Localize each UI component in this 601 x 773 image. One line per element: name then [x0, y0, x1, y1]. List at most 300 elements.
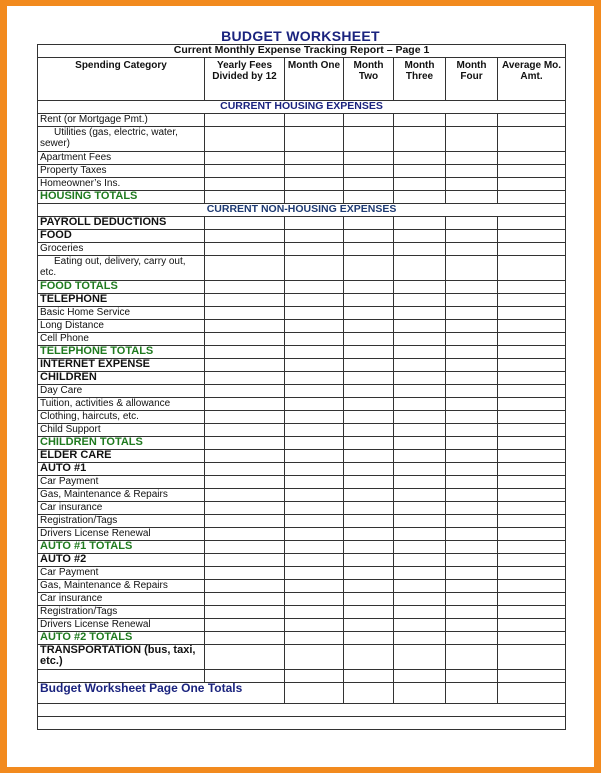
- cell-month-two[interactable]: [344, 463, 394, 476]
- cell-month-two[interactable]: [344, 256, 394, 281]
- cell-average[interactable]: [498, 320, 566, 333]
- cell-month-one[interactable]: [285, 333, 344, 346]
- cell-month-one[interactable]: [285, 114, 344, 127]
- cell-yearly[interactable]: [205, 580, 285, 593]
- cell-month-four[interactable]: [446, 463, 498, 476]
- cell-yearly[interactable]: [205, 411, 285, 424]
- cell-month-three[interactable]: [394, 606, 446, 619]
- cell-month-one[interactable]: [285, 256, 344, 281]
- cell-month-three[interactable]: [394, 256, 446, 281]
- cell-month-three[interactable]: [394, 593, 446, 606]
- cell-yearly[interactable]: [205, 489, 285, 502]
- cell-month-four[interactable]: [446, 230, 498, 243]
- table-row: [38, 489, 566, 502]
- cell-average[interactable]: [498, 580, 566, 593]
- row-label: Child Support: [38, 424, 205, 437]
- cell-yearly[interactable]: [205, 385, 285, 398]
- cell-month-one[interactable]: [285, 541, 344, 554]
- cell-month-four[interactable]: [446, 307, 498, 320]
- category-label: [38, 645, 205, 670]
- cell-yearly[interactable]: [205, 541, 285, 554]
- cell-average[interactable]: [498, 333, 566, 346]
- cell-month-four[interactable]: [446, 217, 498, 230]
- cell-month-one[interactable]: [285, 450, 344, 463]
- cell-month-two[interactable]: [344, 191, 394, 204]
- cell-month-four[interactable]: [446, 450, 498, 463]
- table-row: [38, 127, 566, 152]
- cell-month-three[interactable]: [394, 217, 446, 230]
- cell-month-three[interactable]: [394, 528, 446, 541]
- cell-yearly[interactable]: [205, 463, 285, 476]
- cell-month-two[interactable]: [344, 437, 394, 450]
- row-label: Car Payment: [38, 476, 205, 489]
- cell-month-one[interactable]: [285, 437, 344, 450]
- cell-month-one[interactable]: [285, 683, 344, 704]
- expense-table: [37, 44, 566, 730]
- row-label: Utilities (gas, electric, water, sewer): [38, 127, 205, 152]
- category-label: TELEPHONE: [38, 294, 205, 307]
- cell-month-one[interactable]: [285, 165, 344, 178]
- row-label: Gas, Maintenance & Repairs: [38, 580, 205, 593]
- cell-month-four[interactable]: [446, 541, 498, 554]
- cell-month-four[interactable]: [446, 320, 498, 333]
- cell-month-four[interactable]: [446, 437, 498, 450]
- cell-month-one[interactable]: [285, 502, 344, 515]
- col-header-yearly: Yearly Fees Divided by 12: [205, 58, 285, 101]
- cell-month-three[interactable]: [394, 127, 446, 152]
- cell-month-two[interactable]: [344, 554, 394, 567]
- table-row: [38, 217, 566, 230]
- cell-month-three[interactable]: [394, 230, 446, 243]
- table-row: [38, 541, 566, 554]
- cell-month-three[interactable]: [394, 541, 446, 554]
- cell-yearly[interactable]: [205, 243, 285, 256]
- cell-month-four[interactable]: [446, 619, 498, 632]
- cell-yearly[interactable]: [205, 256, 285, 281]
- category-label: CHILDREN: [38, 372, 205, 385]
- row-label: Registration/Tags: [38, 606, 205, 619]
- cell-average[interactable]: [498, 683, 566, 704]
- cell-month-two[interactable]: [344, 541, 394, 554]
- cell-month-four[interactable]: [446, 372, 498, 385]
- cell-yearly[interactable]: [205, 320, 285, 333]
- cell-month-three[interactable]: [394, 320, 446, 333]
- cell-month-three[interactable]: [394, 178, 446, 191]
- cell-month-two[interactable]: [344, 515, 394, 528]
- cell-average[interactable]: [498, 502, 566, 515]
- cell-month-three[interactable]: [394, 619, 446, 632]
- cell-yearly[interactable]: [205, 593, 285, 606]
- cell-average[interactable]: [498, 593, 566, 606]
- cell-average[interactable]: [498, 165, 566, 178]
- cell-month-two[interactable]: [344, 243, 394, 256]
- cell-average[interactable]: [498, 307, 566, 320]
- cell-month-three[interactable]: [394, 165, 446, 178]
- cell-month-one[interactable]: [285, 385, 344, 398]
- cell-average[interactable]: [498, 606, 566, 619]
- cell-month-four[interactable]: [446, 411, 498, 424]
- cell-month-two[interactable]: [344, 152, 394, 165]
- cell-month-four[interactable]: [446, 346, 498, 359]
- cell-average[interactable]: [498, 294, 566, 307]
- cell-month-three[interactable]: [394, 515, 446, 528]
- cell-yearly[interactable]: [205, 619, 285, 632]
- cell-average[interactable]: [498, 450, 566, 463]
- cell-average[interactable]: [498, 619, 566, 632]
- cell-month-four[interactable]: [446, 114, 498, 127]
- totals-label: AUTO #1 TOTALS: [38, 541, 205, 554]
- cell-month-two[interactable]: [344, 294, 394, 307]
- cell-yearly[interactable]: [205, 230, 285, 243]
- cell-month-two[interactable]: [344, 320, 394, 333]
- cell-yearly[interactable]: [205, 645, 285, 670]
- col-header-month-two: Month Two: [344, 58, 394, 101]
- cell-month-one[interactable]: [285, 670, 344, 683]
- table-row: [38, 683, 566, 704]
- cell-average[interactable]: [498, 256, 566, 281]
- cell-month-two[interactable]: [344, 307, 394, 320]
- cell-average[interactable]: [498, 541, 566, 554]
- cell-month-two[interactable]: [344, 372, 394, 385]
- cell-month-one[interactable]: [285, 320, 344, 333]
- cell-month-three[interactable]: [394, 463, 446, 476]
- cell-month-one[interactable]: [285, 606, 344, 619]
- cell-month-two[interactable]: [344, 645, 394, 670]
- cell-month-one[interactable]: [285, 243, 344, 256]
- cell-month-one[interactable]: [285, 645, 344, 670]
- table-row: [38, 385, 566, 398]
- table-row: [38, 528, 566, 541]
- cell-average[interactable]: [498, 632, 566, 645]
- table-row: [38, 359, 566, 372]
- cell-yearly[interactable]: [205, 114, 285, 127]
- cell-month-four[interactable]: [446, 528, 498, 541]
- col-header-month-three: Month Three: [394, 58, 446, 101]
- row-label: Property Taxes: [38, 165, 205, 178]
- cell-month-one[interactable]: [285, 424, 344, 437]
- cell-month-one[interactable]: [285, 152, 344, 165]
- col-header-month-four: Month Four: [446, 58, 498, 101]
- cell-month-one[interactable]: [285, 359, 344, 372]
- cell-month-two[interactable]: [344, 567, 394, 580]
- cell-average[interactable]: [498, 515, 566, 528]
- cell-yearly[interactable]: [205, 398, 285, 411]
- cell-month-two[interactable]: [344, 670, 394, 683]
- page-totals-label: Budget Worksheet Page One Totals: [38, 683, 285, 704]
- cell-month-two[interactable]: [344, 230, 394, 243]
- cell-month-four[interactable]: [446, 554, 498, 567]
- cell-yearly[interactable]: [205, 450, 285, 463]
- cell-average[interactable]: [498, 670, 566, 683]
- cell-month-one[interactable]: [285, 230, 344, 243]
- cell-month-two[interactable]: [344, 398, 394, 411]
- cell-month-two[interactable]: [344, 502, 394, 515]
- cell-yearly[interactable]: [205, 307, 285, 320]
- cell-average[interactable]: [498, 645, 566, 670]
- cell-month-two[interactable]: [344, 632, 394, 645]
- cell-yearly[interactable]: [205, 359, 285, 372]
- cell-month-three[interactable]: [394, 359, 446, 372]
- cell-month-four[interactable]: [446, 515, 498, 528]
- cell-average[interactable]: [498, 554, 566, 567]
- cell-average[interactable]: [498, 281, 566, 294]
- cell-month-three[interactable]: [394, 281, 446, 294]
- cell-month-four[interactable]: [446, 191, 498, 204]
- cell-month-three[interactable]: [394, 437, 446, 450]
- cell-month-four[interactable]: [446, 502, 498, 515]
- cell-month-three[interactable]: [394, 450, 446, 463]
- cell-month-one[interactable]: [285, 580, 344, 593]
- table-row: [38, 398, 566, 411]
- cell-average[interactable]: [498, 424, 566, 437]
- cell-month-four[interactable]: [446, 243, 498, 256]
- cell-month-four[interactable]: [446, 165, 498, 178]
- cell-average[interactable]: [498, 346, 566, 359]
- cell-yearly[interactable]: [205, 632, 285, 645]
- cell-average[interactable]: [498, 191, 566, 204]
- table-row: [38, 717, 566, 730]
- empty-row: [38, 717, 566, 730]
- cell-month-three[interactable]: [394, 489, 446, 502]
- cell-month-three[interactable]: [394, 476, 446, 489]
- report-caption: Current Monthly Expense Tracking Report – Page 1: [38, 45, 566, 58]
- cell-average[interactable]: [498, 230, 566, 243]
- totals-label: FOOD TOTALS: [38, 281, 205, 294]
- row-label: Tuition, activities & allowance: [38, 398, 205, 411]
- cell-yearly[interactable]: [205, 424, 285, 437]
- category-label: INTERNET EXPENSE: [38, 359, 205, 372]
- cell-average[interactable]: [498, 567, 566, 580]
- cell-yearly[interactable]: [205, 333, 285, 346]
- row-label: Car insurance: [38, 593, 205, 606]
- cell-month-one[interactable]: [285, 528, 344, 541]
- cell-month-one[interactable]: [285, 281, 344, 294]
- cell-month-three[interactable]: [394, 346, 446, 359]
- cell-month-two[interactable]: [344, 217, 394, 230]
- cell-month-one[interactable]: [285, 515, 344, 528]
- cell-month-three[interactable]: [394, 670, 446, 683]
- row-label: Homeowner’s Ins.: [38, 178, 205, 191]
- cell-average[interactable]: [498, 528, 566, 541]
- row-label: Clothing, haircuts, etc.: [38, 411, 205, 424]
- cell-month-one[interactable]: [285, 593, 344, 606]
- cell-month-four[interactable]: [446, 294, 498, 307]
- cell-month-two[interactable]: [344, 114, 394, 127]
- cell-month-four[interactable]: [446, 580, 498, 593]
- cell-month-one[interactable]: [285, 632, 344, 645]
- cell-month-four[interactable]: [446, 593, 498, 606]
- cell-yearly[interactable]: [205, 127, 285, 152]
- cell-month-three[interactable]: [394, 385, 446, 398]
- table-row: [38, 554, 566, 567]
- cell-yearly[interactable]: [205, 372, 285, 385]
- cell-yearly[interactable]: [205, 515, 285, 528]
- cell-month-three[interactable]: [394, 398, 446, 411]
- table-row: [38, 515, 566, 528]
- worksheet-page: [7, 6, 594, 767]
- cell-yearly[interactable]: [205, 670, 285, 683]
- cell-month-two[interactable]: [344, 580, 394, 593]
- cell-month-four[interactable]: [446, 359, 498, 372]
- cell-month-two[interactable]: [344, 683, 394, 704]
- category-label: AUTO #1: [38, 463, 205, 476]
- cell-yearly[interactable]: [205, 476, 285, 489]
- cell-month-four[interactable]: [446, 281, 498, 294]
- cell-month-one[interactable]: [285, 191, 344, 204]
- cell-month-three[interactable]: [394, 243, 446, 256]
- cell-month-four[interactable]: [446, 256, 498, 281]
- cell-yearly[interactable]: [205, 567, 285, 580]
- cell-yearly[interactable]: [205, 191, 285, 204]
- cell-average[interactable]: [498, 385, 566, 398]
- cell-month-one[interactable]: [285, 463, 344, 476]
- cell-month-three[interactable]: [394, 191, 446, 204]
- cell-yearly[interactable]: [205, 165, 285, 178]
- cell-yearly[interactable]: [205, 294, 285, 307]
- cell-month-three[interactable]: [394, 567, 446, 580]
- cell-month-two[interactable]: [344, 411, 394, 424]
- cell-month-three[interactable]: [394, 645, 446, 670]
- cell-average[interactable]: [498, 152, 566, 165]
- cell-average[interactable]: [498, 398, 566, 411]
- cell-month-four[interactable]: [446, 398, 498, 411]
- table-row: [38, 424, 566, 437]
- cell-month-one[interactable]: [285, 567, 344, 580]
- cell-month-four[interactable]: [446, 424, 498, 437]
- category-label: FOOD: [38, 230, 205, 243]
- cell-month-two[interactable]: [344, 619, 394, 632]
- cell-month-two[interactable]: [344, 178, 394, 191]
- table-row: [38, 152, 566, 165]
- cell-month-three[interactable]: [394, 580, 446, 593]
- cell-month-three[interactable]: [394, 683, 446, 704]
- cell-average[interactable]: [498, 217, 566, 230]
- totals-label: AUTO #2 TOTALS: [38, 632, 205, 645]
- cell-month-one[interactable]: [285, 398, 344, 411]
- cell-yearly[interactable]: [205, 152, 285, 165]
- cell-month-three[interactable]: [394, 632, 446, 645]
- cell-month-two[interactable]: [344, 165, 394, 178]
- cell-month-one[interactable]: [285, 127, 344, 152]
- cell-month-one[interactable]: [285, 554, 344, 567]
- cell-month-four[interactable]: [446, 489, 498, 502]
- cell-month-three[interactable]: [394, 307, 446, 320]
- cell-month-four[interactable]: [446, 333, 498, 346]
- table-row: [38, 437, 566, 450]
- cell-yearly[interactable]: [205, 217, 285, 230]
- cell-month-three[interactable]: [394, 554, 446, 567]
- cell-month-one[interactable]: [285, 346, 344, 359]
- cell-average[interactable]: [498, 127, 566, 152]
- cell-average[interactable]: [498, 411, 566, 424]
- cell-yearly[interactable]: [205, 606, 285, 619]
- empty-cell: [38, 670, 205, 683]
- cell-month-three[interactable]: [394, 114, 446, 127]
- row-label: Car Payment: [38, 567, 205, 580]
- cell-month-four[interactable]: [446, 476, 498, 489]
- cell-average[interactable]: [498, 114, 566, 127]
- cell-month-two[interactable]: [344, 346, 394, 359]
- row-label: Drivers License Renewal: [38, 528, 205, 541]
- cell-month-one[interactable]: [285, 178, 344, 191]
- cell-yearly[interactable]: [205, 528, 285, 541]
- cell-month-two[interactable]: [344, 476, 394, 489]
- cell-month-two[interactable]: [344, 333, 394, 346]
- cell-average[interactable]: [498, 437, 566, 450]
- cell-average[interactable]: [498, 359, 566, 372]
- cell-month-one[interactable]: [285, 476, 344, 489]
- cell-yearly[interactable]: [205, 437, 285, 450]
- cell-month-one[interactable]: [285, 372, 344, 385]
- table-row: [38, 632, 566, 645]
- cell-month-two[interactable]: [344, 593, 394, 606]
- cell-month-four[interactable]: [446, 606, 498, 619]
- cell-average[interactable]: [498, 372, 566, 385]
- cell-month-one[interactable]: [285, 489, 344, 502]
- cell-month-three[interactable]: [394, 152, 446, 165]
- cell-month-four[interactable]: [446, 645, 498, 670]
- cell-yearly[interactable]: [205, 346, 285, 359]
- cell-month-two[interactable]: [344, 127, 394, 152]
- cell-month-three[interactable]: [394, 502, 446, 515]
- cell-month-four[interactable]: [446, 152, 498, 165]
- cell-month-four[interactable]: [446, 683, 498, 704]
- cell-month-four[interactable]: [446, 127, 498, 152]
- cell-month-three[interactable]: [394, 424, 446, 437]
- cell-month-two[interactable]: [344, 606, 394, 619]
- cell-month-two[interactable]: [344, 450, 394, 463]
- cell-month-three[interactable]: [394, 372, 446, 385]
- cell-yearly[interactable]: [205, 178, 285, 191]
- worksheet-title: BUDGET WORKSHEET: [221, 28, 380, 44]
- table-row: [38, 114, 566, 127]
- cell-month-one[interactable]: [285, 619, 344, 632]
- section-non-housing: CURRENT NON-HOUSING EXPENSES: [38, 204, 566, 217]
- cell-month-one[interactable]: [285, 411, 344, 424]
- cell-average[interactable]: [498, 489, 566, 502]
- table-row: [38, 476, 566, 489]
- cell-yearly[interactable]: [205, 554, 285, 567]
- cell-average[interactable]: [498, 463, 566, 476]
- table-row: [38, 580, 566, 593]
- cell-month-four[interactable]: [446, 632, 498, 645]
- cell-month-three[interactable]: [394, 333, 446, 346]
- cell-month-two[interactable]: [344, 489, 394, 502]
- cell-month-two[interactable]: [344, 528, 394, 541]
- cell-yearly[interactable]: [205, 502, 285, 515]
- cell-month-four[interactable]: [446, 670, 498, 683]
- cell-month-three[interactable]: [394, 294, 446, 307]
- row-label: Basic Home Service: [38, 307, 205, 320]
- cell-average[interactable]: [498, 476, 566, 489]
- cell-month-three[interactable]: [394, 411, 446, 424]
- cell-yearly[interactable]: [205, 281, 285, 294]
- cell-month-four[interactable]: [446, 178, 498, 191]
- cell-month-four[interactable]: [446, 385, 498, 398]
- cell-month-two[interactable]: [344, 424, 394, 437]
- cell-month-two[interactable]: [344, 359, 394, 372]
- cell-average[interactable]: [498, 243, 566, 256]
- cell-month-one[interactable]: [285, 307, 344, 320]
- table-row: [38, 450, 566, 463]
- cell-month-four[interactable]: [446, 567, 498, 580]
- cell-month-one[interactable]: [285, 217, 344, 230]
- cell-month-one[interactable]: [285, 294, 344, 307]
- cell-month-two[interactable]: [344, 281, 394, 294]
- cell-month-two[interactable]: [344, 385, 394, 398]
- cell-average[interactable]: [498, 178, 566, 191]
- row-label: Gas, Maintenance & Repairs: [38, 489, 205, 502]
